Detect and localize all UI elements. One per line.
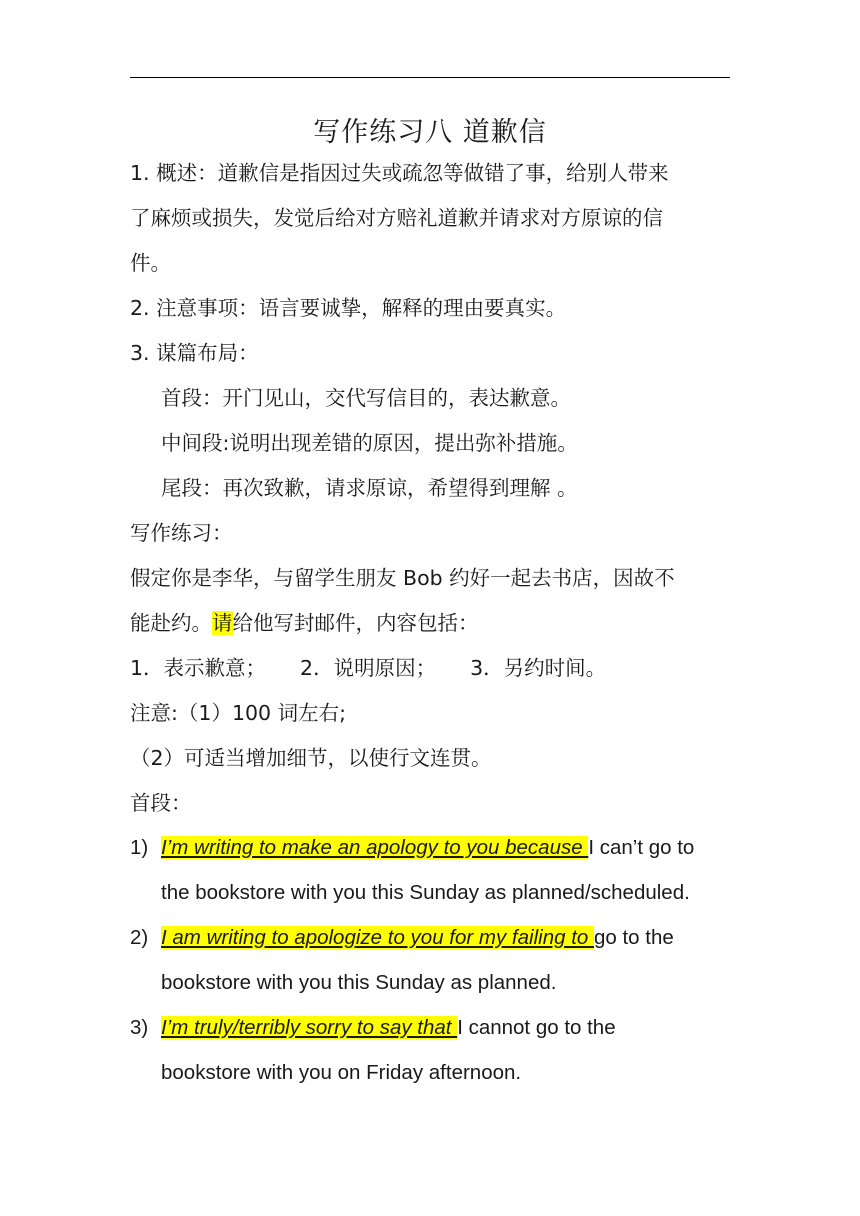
layout-end: 尾段：再次致歉，请求原谅，希望得到理解 。 <box>161 476 578 500</box>
example-phrase: I’m writing to make an apology to you because <box>161 836 589 859</box>
example-2 <box>130 924 674 952</box>
layout-middle: 中间段:说明出现差错的原因，提出弥补措施。 <box>161 431 578 455</box>
example-rest: I can’t go to <box>588 836 695 859</box>
point-3: 3．另约时间。 <box>470 656 607 680</box>
points-line <box>130 654 606 682</box>
note-line-1: 注意:（1）100 词左右; <box>130 701 347 725</box>
practice-heading: 写作练习： <box>130 521 233 545</box>
header-rule <box>130 77 730 78</box>
example-phrase: I am writing to apologize to you for my failing to <box>161 926 594 949</box>
example-phrase: I’m truly/terribly sorry to say that <box>161 1016 458 1039</box>
example-3 <box>130 1014 616 1042</box>
point-1: 1．表示歉意； <box>130 656 267 680</box>
example-rest: go to the <box>593 926 674 949</box>
task-line-2 <box>130 609 479 637</box>
task-pre: 能赴约。 <box>130 611 212 635</box>
point-2: 2．说明原因； <box>300 656 437 680</box>
example-1-cont: the bookstore with you this Sunday as planned/scheduled. <box>161 881 690 904</box>
layout-heading: 3. 谋篇布局： <box>130 341 259 365</box>
example-3-cont: bookstore with you on Friday afternoon. <box>161 1061 522 1084</box>
example-number: 1) <box>130 836 149 859</box>
overview-line-3: 件。 <box>130 251 171 275</box>
highlighted-char: 请 <box>212 611 233 635</box>
layout-first: 首段：开门见山，交代写信目的，表达歉意。 <box>161 386 571 410</box>
notes-line: 2. 注意事项：语言要诚挚，解释的理由要真实。 <box>130 296 567 320</box>
overview-line-1: 1. 概述：道歉信是指因过失或疏忽等做错了事，给别人带来 <box>130 161 669 185</box>
task-rest: 给他写封邮件，内容包括： <box>232 611 479 635</box>
first-para-heading: 首段： <box>130 791 192 815</box>
example-rest: I cannot go to the <box>457 1016 616 1039</box>
task-line-1: 假定你是李华，与留学生朋友 Bob 约好一起去书店，因故不 <box>130 566 675 590</box>
example-number: 2) <box>130 926 149 949</box>
example-2-cont: bookstore with you this Sunday as planned. <box>161 971 557 994</box>
page-title: 写作练习八 道歉信 <box>313 117 547 148</box>
note-line-2: （2）可适当增加细节，以使行文连贯。 <box>130 746 492 770</box>
overview-line-2: 了麻烦或损失，发觉后给对方赔礼道歉并请求对方原谅的信 <box>130 206 663 230</box>
example-1 <box>130 834 694 862</box>
example-number: 3) <box>130 1016 149 1039</box>
